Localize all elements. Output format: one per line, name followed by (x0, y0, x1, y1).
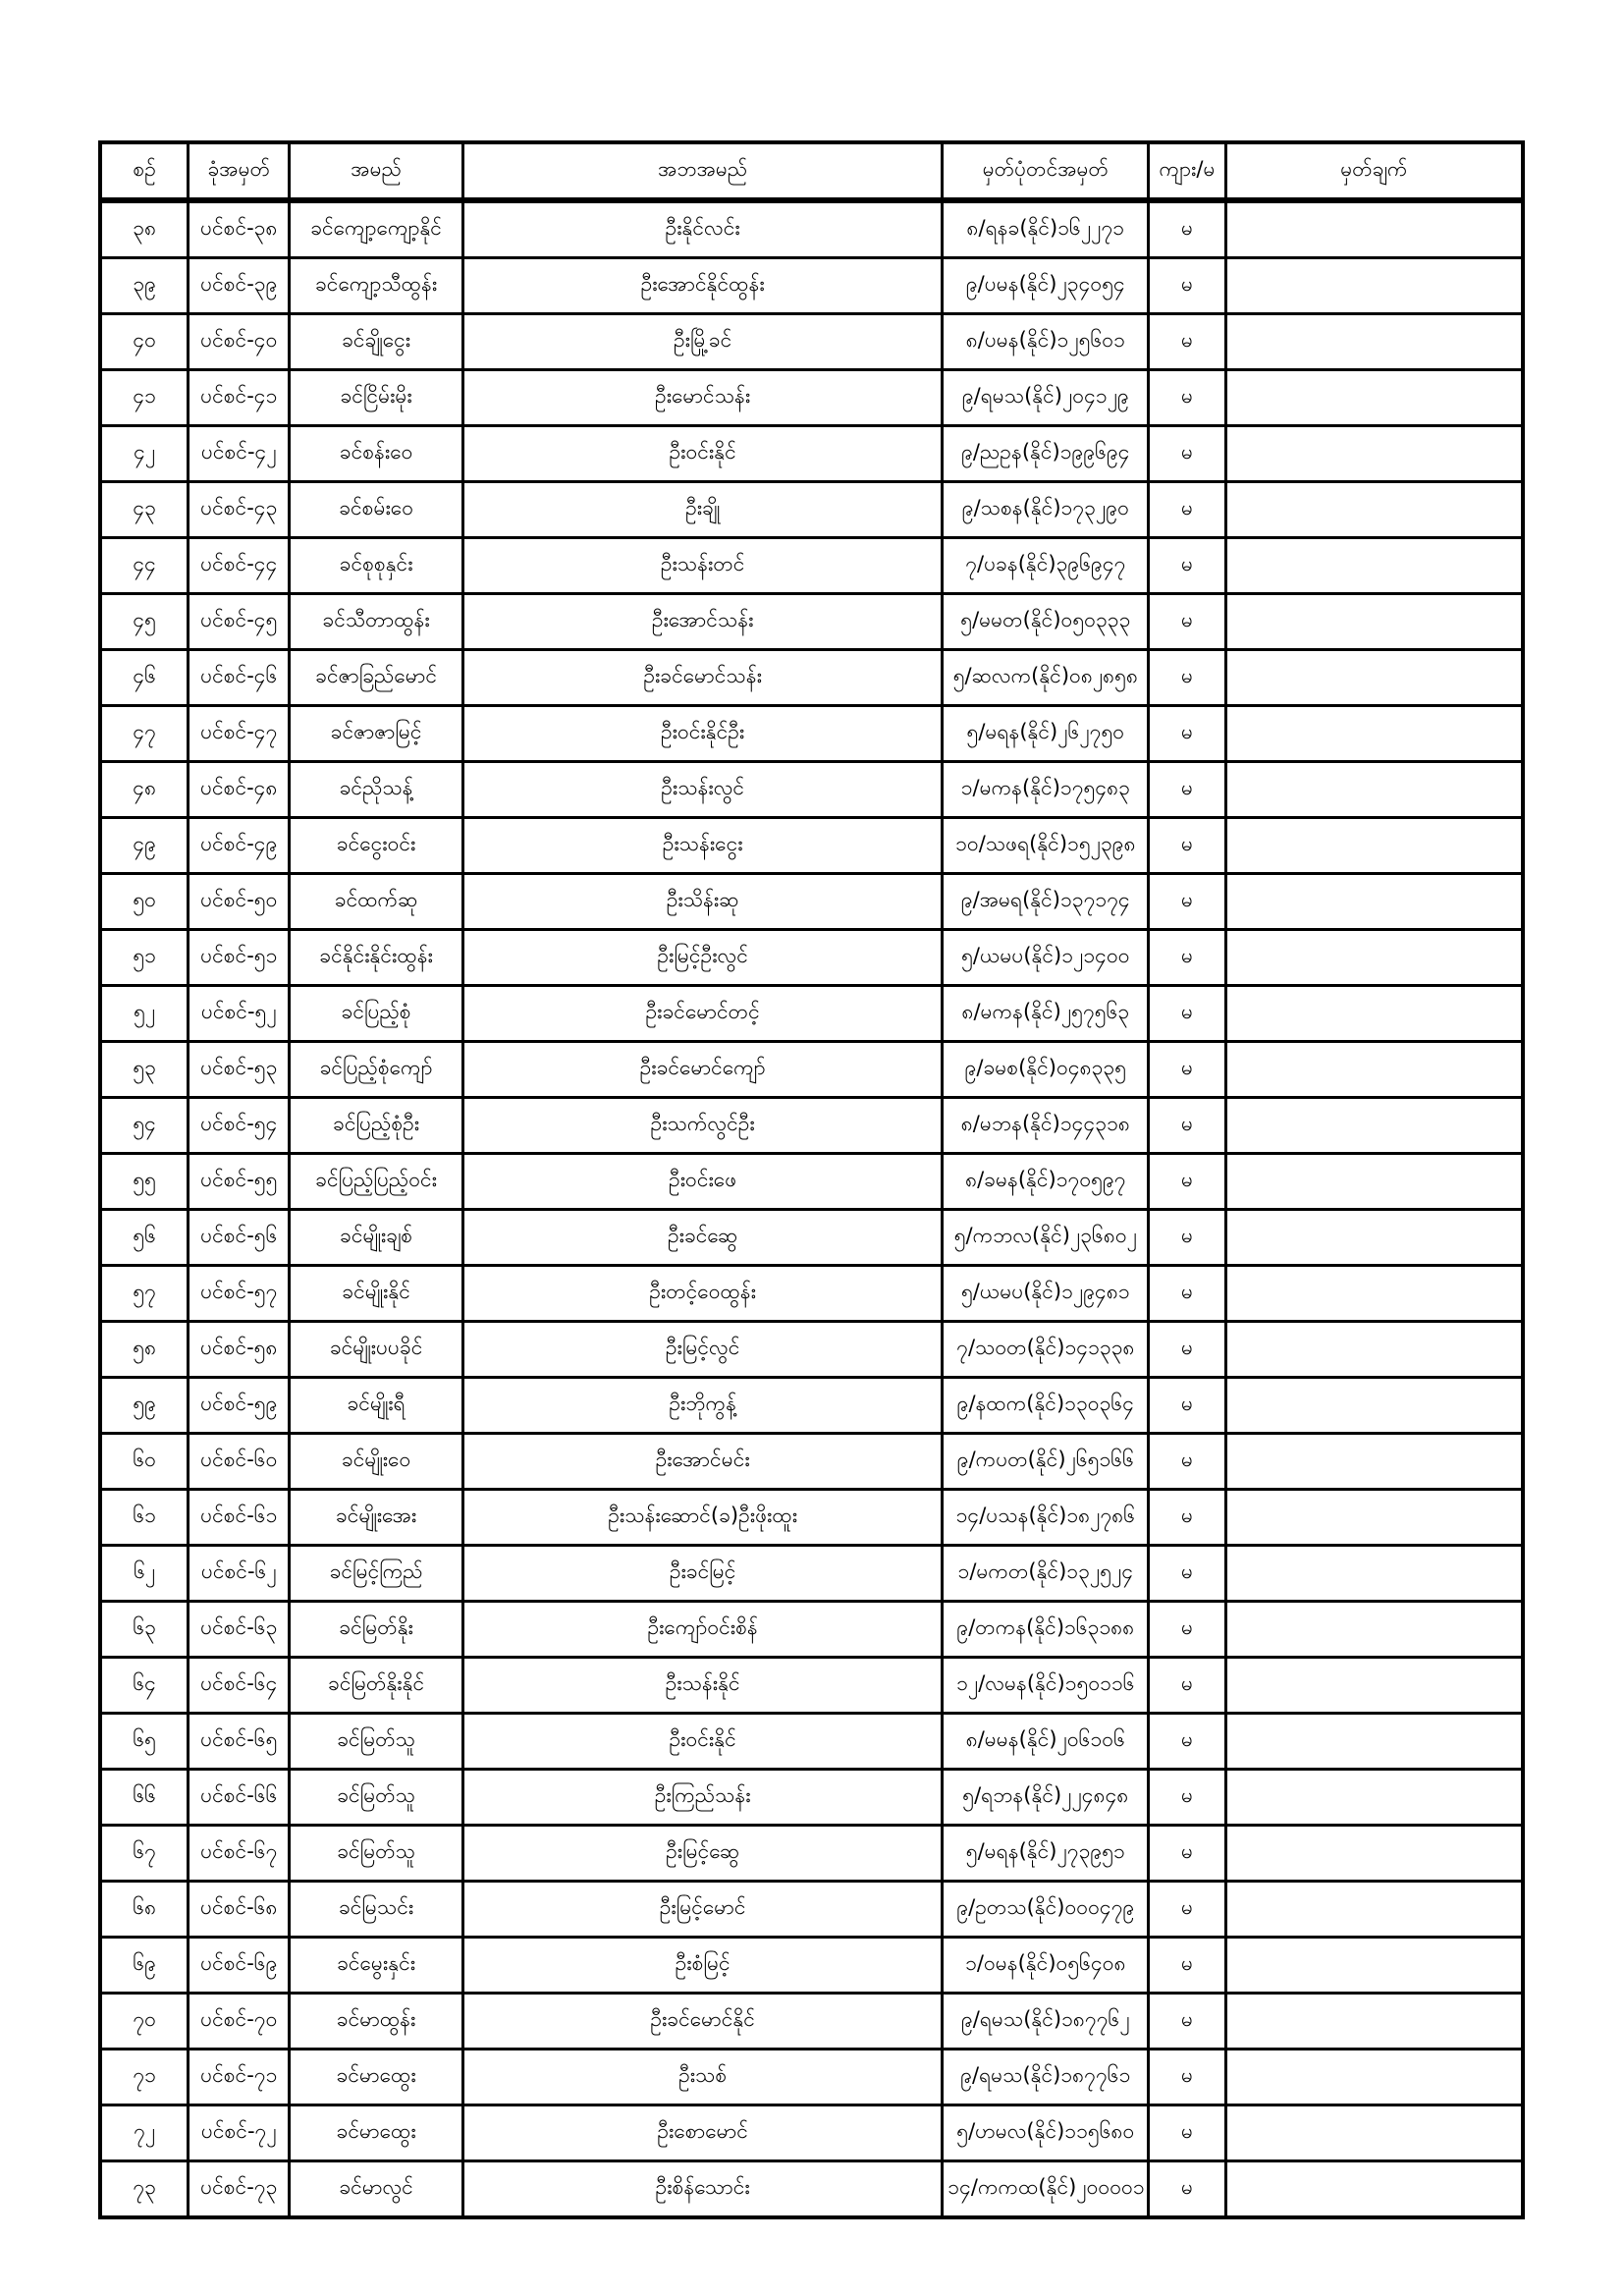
header-name: အမည် (290, 142, 463, 200)
cell-gender: မ (1149, 1994, 1225, 2050)
cell-nrc-number: ၈/ရနခ(နိုင်)၁၆၂၂၇၁ (943, 200, 1149, 258)
cell-remark (1225, 986, 1523, 1042)
cell-father-name: ဦးချို (462, 482, 942, 538)
cell-serial: ၆၂ (100, 1546, 189, 1602)
cell-father-name: ဦးသန်းငွေး (462, 818, 942, 874)
table-row (100, 818, 1523, 874)
cell-father-name: ဦးမောင်သန်း (462, 370, 942, 426)
cell-remark (1225, 1826, 1523, 1882)
cell-name: ခင်မာထွန်း (290, 1994, 463, 2050)
cell-serial: ၅၇ (100, 1266, 189, 1322)
cell-gender: မ (1149, 1658, 1225, 1714)
cell-gender: မ (1149, 1266, 1225, 1322)
cell-name: ခင်မြင့်ကြည် (290, 1546, 463, 1602)
cell-father-name: ဦးသန်းလွင် (462, 762, 942, 818)
table-body (100, 200, 1523, 2217)
cell-remark (1225, 1378, 1523, 1434)
cell-serial: ၄၆ (100, 650, 189, 706)
cell-roll-number: ပင်စင်-၄၄ (189, 538, 290, 594)
cell-roll-number: ပင်စင်-၇၁ (189, 2050, 290, 2105)
cell-nrc-number: ၅/ဟမလ(နိုင်)၁၁၅၆၈၀ (943, 2105, 1149, 2161)
cell-father-name: ဦးကြည်သန်း (462, 1770, 942, 1826)
cell-gender: မ (1149, 986, 1225, 1042)
cell-name: ခင်မာထွေး (290, 2105, 463, 2161)
table-row (100, 1658, 1523, 1714)
cell-gender: မ (1149, 930, 1225, 986)
cell-nrc-number: ၉/ဥတသ(နိုင်)၀၀၀၄၇၉ (943, 1882, 1149, 1938)
cell-father-name: ဦးဝင်းနိုင် (462, 1714, 942, 1770)
cell-nrc-number: ၉/အမရ(နိုင်)၁၃၇၁၇၄ (943, 874, 1149, 930)
header-serial: စဉ် (100, 142, 189, 200)
cell-father-name: ဦးအောင်သန်း (462, 594, 942, 650)
cell-roll-number: ပင်စင်-၆၉ (189, 1938, 290, 1994)
header-gender: ကျား/မ (1149, 142, 1225, 200)
cell-remark (1225, 1882, 1523, 1938)
cell-nrc-number: ၉/ပမန(နိုင်)၂၃၄၀၅၄ (943, 258, 1149, 314)
cell-father-name: ဦးသိန်းဆု (462, 874, 942, 930)
cell-remark (1225, 1770, 1523, 1826)
table-row (100, 1826, 1523, 1882)
cell-gender: မ (1149, 1154, 1225, 1210)
cell-remark (1225, 1042, 1523, 1098)
table-row (100, 1098, 1523, 1154)
cell-father-name: ဦးမြို့ခင် (462, 314, 942, 370)
cell-gender: မ (1149, 1546, 1225, 1602)
cell-gender: မ (1149, 258, 1225, 314)
cell-remark (1225, 1714, 1523, 1770)
table-row (100, 482, 1523, 538)
cell-serial: ၄၁ (100, 370, 189, 426)
cell-remark (1225, 762, 1523, 818)
cell-roll-number: ပင်စင်-၄၅ (189, 594, 290, 650)
cell-name: ခင်သီတာထွန်း (290, 594, 463, 650)
cell-roll-number: ပင်စင်-၅၀ (189, 874, 290, 930)
cell-remark (1225, 258, 1523, 314)
cell-name: ခင်ဇာခြည်မောင် (290, 650, 463, 706)
cell-remark (1225, 874, 1523, 930)
cell-gender: မ (1149, 1938, 1225, 1994)
cell-name: ခင်ပြည့်ပြည့်ဝင်း (290, 1154, 463, 1210)
cell-nrc-number: ၇/သဝတ(နိုင်)၁၄၁၃၃၈ (943, 1322, 1149, 1378)
cell-nrc-number: ၁/ဝမန(နိုင်)၀၅၆၄၀၈ (943, 1938, 1149, 1994)
cell-father-name: ဦးခင်မောင်ကျော် (462, 1042, 942, 1098)
cell-gender: မ (1149, 1714, 1225, 1770)
cell-roll-number: ပင်စင်-၄၈ (189, 762, 290, 818)
cell-serial: ၄၈ (100, 762, 189, 818)
cell-roll-number: ပင်စင်-၃၈ (189, 200, 290, 258)
cell-serial: ၄၇ (100, 706, 189, 762)
table-row (100, 930, 1523, 986)
table-row (100, 1154, 1523, 1210)
cell-name: ခင်မျိုးပပခိုင် (290, 1322, 463, 1378)
cell-serial: ၅၃ (100, 1042, 189, 1098)
cell-gender: မ (1149, 1602, 1225, 1658)
cell-father-name: ဦးစောမောင် (462, 2105, 942, 2161)
cell-father-name: ဦးသန်းဆောင်(ခ)ဦးဖိုးထူး (462, 1490, 942, 1546)
cell-roll-number: ပင်စင်-၄၆ (189, 650, 290, 706)
cell-father-name: ဦးသန်းတင် (462, 538, 942, 594)
table-row (100, 1938, 1523, 1994)
cell-remark (1225, 1434, 1523, 1490)
cell-gender: မ (1149, 1826, 1225, 1882)
cell-father-name: ဦးအောင်နိုင်ထွန်း (462, 258, 942, 314)
cell-gender: မ (1149, 1434, 1225, 1490)
cell-gender: မ (1149, 2050, 1225, 2105)
table-row (100, 1266, 1523, 1322)
cell-serial: ၅၆ (100, 1210, 189, 1266)
cell-serial: ၅၅ (100, 1154, 189, 1210)
cell-name: ခင်မြတ်သူ (290, 1826, 463, 1882)
table-row (100, 1042, 1523, 1098)
cell-gender: မ (1149, 314, 1225, 370)
cell-father-name: ဦးတင့်ဝေထွန်း (462, 1266, 942, 1322)
cell-remark (1225, 1210, 1523, 1266)
cell-gender: မ (1149, 1882, 1225, 1938)
table-row (100, 2050, 1523, 2105)
cell-remark (1225, 1602, 1523, 1658)
cell-nrc-number: ၉/ရမသ(နိုင်)၁၈၇၇၆၁ (943, 2050, 1149, 2105)
cell-remark (1225, 2050, 1523, 2105)
cell-name: ခင်ပြည့်စုံဦး (290, 1098, 463, 1154)
cell-gender: မ (1149, 650, 1225, 706)
cell-nrc-number: ၈/မကန(နိုင်)၂၅၇၅၆၃ (943, 986, 1149, 1042)
cell-father-name: ဦးမြင့်မောင် (462, 1882, 942, 1938)
cell-roll-number: ပင်စင်-၆၇ (189, 1826, 290, 1882)
cell-name: ခင်မာထွေး (290, 2050, 463, 2105)
cell-roll-number: ပင်စင်-၄၃ (189, 482, 290, 538)
cell-remark (1225, 818, 1523, 874)
table-row (100, 2105, 1523, 2161)
cell-name: ခင်ငြိမ်းမိုး (290, 370, 463, 426)
cell-name: ခင်ငွေးဝင်း (290, 818, 463, 874)
cell-name: ခင်မျိုးအေး (290, 1490, 463, 1546)
cell-nrc-number: ၅/ကဘလ(နိုင်)၂၃၆၈၀၂ (943, 1210, 1149, 1266)
cell-serial: ၆၆ (100, 1770, 189, 1826)
cell-roll-number: ပင်စင်-၅၂ (189, 986, 290, 1042)
cell-nrc-number: ၇/ပခန(နိုင်)၃၉၆၉၄၇ (943, 538, 1149, 594)
cell-name: ခင်မြသင်း (290, 1882, 463, 1938)
cell-gender: မ (1149, 1322, 1225, 1378)
table-row (100, 874, 1523, 930)
cell-nrc-number: ၅/မမတ(နိုင်)၀၅၀၃၃၃ (943, 594, 1149, 650)
cell-nrc-number: ၈/ခမန(နိုင်)၁၇၀၅၉၇ (943, 1154, 1149, 1210)
cell-father-name: ဦးခင်မြင့် (462, 1546, 942, 1602)
cell-father-name: ဦးမြင့်လွင် (462, 1322, 942, 1378)
cell-name: ခင်မြတ်နိုး (290, 1602, 463, 1658)
cell-remark (1225, 706, 1523, 762)
header-father-name: အဘအမည် (462, 142, 942, 200)
cell-father-name: ဦးဝင်းနိုင် (462, 426, 942, 482)
table-row (100, 1770, 1523, 1826)
cell-remark (1225, 1658, 1523, 1714)
cell-father-name: ဦးနိုင်လင်း (462, 200, 942, 258)
cell-roll-number: ပင်စင်-၆၈ (189, 1882, 290, 1938)
cell-serial: ၅၈ (100, 1322, 189, 1378)
cell-name: ခင်မျိုးချစ် (290, 1210, 463, 1266)
cell-gender: မ (1149, 594, 1225, 650)
table-row (100, 706, 1523, 762)
table-row (100, 1210, 1523, 1266)
cell-name: ခင်မာလွင် (290, 2161, 463, 2218)
cell-nrc-number: ၁၄/ကကထ(နိုင်)၂၀၀၀၀၁ (943, 2161, 1149, 2218)
cell-father-name: ဦးသစ် (462, 2050, 942, 2105)
cell-gender: မ (1149, 2161, 1225, 2218)
cell-gender: မ (1149, 1098, 1225, 1154)
cell-father-name: ဦးစံမြင့် (462, 1938, 942, 1994)
cell-serial: ၇၂ (100, 2105, 189, 2161)
cell-father-name: ဦးစိန်သောင်း (462, 2161, 942, 2218)
cell-roll-number: ပင်စင်-၆၅ (189, 1714, 290, 1770)
cell-name: ခင်မြတ်နိုးနိုင် (290, 1658, 463, 1714)
cell-roll-number: ပင်စင်-၅၇ (189, 1266, 290, 1322)
cell-nrc-number: ၉/သစန(နိုင်)၁၇၃၂၉၀ (943, 482, 1149, 538)
table-row (100, 650, 1523, 706)
cell-father-name: ဦးခင်မောင်သန်း (462, 650, 942, 706)
cell-remark (1225, 1938, 1523, 1994)
table-row (100, 1322, 1523, 1378)
cell-serial: ၆၁ (100, 1490, 189, 1546)
pension-roster-table (98, 140, 1525, 2219)
table-row (100, 258, 1523, 314)
cell-serial: ၅၉ (100, 1378, 189, 1434)
table-row (100, 1602, 1523, 1658)
cell-name: ခင်ချိုငွေး (290, 314, 463, 370)
cell-name: ခင်ညိုသန့် (290, 762, 463, 818)
cell-name: ခင်စုစုနှင်း (290, 538, 463, 594)
table-row (100, 1714, 1523, 1770)
cell-roll-number: ပင်စင်-၇၀ (189, 1994, 290, 2050)
cell-roll-number: ပင်စင်-၅၅ (189, 1154, 290, 1210)
cell-serial: ၄၅ (100, 594, 189, 650)
cell-nrc-number: ၅/ဆလက(နိုင်)၀၈၂၈၅၈ (943, 650, 1149, 706)
cell-remark (1225, 1098, 1523, 1154)
cell-roll-number: ပင်စင်-၅၉ (189, 1378, 290, 1434)
cell-roll-number: ပင်စင်-၅၈ (189, 1322, 290, 1378)
cell-nrc-number: ၈/ပမန(နိုင်)၁၂၅၆၀၁ (943, 314, 1149, 370)
cell-remark (1225, 370, 1523, 426)
cell-nrc-number: ၅/မရန(နိုင်)၂၇၃၉၅၁ (943, 1826, 1149, 1882)
cell-serial: ၇၀ (100, 1994, 189, 2050)
cell-nrc-number: ၅/ယမပ(နိုင်)၁၂၁၄၀၀ (943, 930, 1149, 986)
cell-gender: မ (1149, 538, 1225, 594)
cell-serial: ၃၉ (100, 258, 189, 314)
cell-name: ခင်မျိုးရီ (290, 1378, 463, 1434)
table-row (100, 200, 1523, 258)
cell-nrc-number: ၅/ရဘန(နိုင်)၂၂၄၈၄၈ (943, 1770, 1149, 1826)
cell-nrc-number: ၉/ခမစ(နိုင်)၀၄၈၃၃၅ (943, 1042, 1149, 1098)
cell-remark (1225, 594, 1523, 650)
cell-remark (1225, 426, 1523, 482)
cell-nrc-number: ၈/မမန(နိုင်)၂၀၆၁၀၆ (943, 1714, 1149, 1770)
table-row (100, 1994, 1523, 2050)
cell-serial: ၅၀ (100, 874, 189, 930)
cell-serial: ၄၉ (100, 818, 189, 874)
cell-remark (1225, 314, 1523, 370)
cell-gender: မ (1149, 426, 1225, 482)
cell-serial: ၆၅ (100, 1714, 189, 1770)
cell-remark (1225, 538, 1523, 594)
cell-nrc-number: ၁/မကတ(နိုင်)၁၃၂၅၂၄ (943, 1546, 1149, 1602)
table-row (100, 1490, 1523, 1546)
cell-father-name: ဦးအောင်မင်း (462, 1434, 942, 1490)
header-remark: မှတ်ချက် (1225, 142, 1523, 200)
cell-roll-number: ပင်စင်-၆၄ (189, 1658, 290, 1714)
cell-serial: ၄၃ (100, 482, 189, 538)
cell-father-name: ဦးဝင်းနိုင်ဦး (462, 706, 942, 762)
cell-name: ခင်စန်းဝေ (290, 426, 463, 482)
cell-nrc-number: ၉/တကန(နိုင်)၁၆၃၁၈၈ (943, 1602, 1149, 1658)
cell-father-name: ဦးကျော်ဝင်းစိန် (462, 1602, 942, 1658)
cell-roll-number: ပင်စင်-၄၉ (189, 818, 290, 874)
cell-roll-number: ပင်စင်-၅၄ (189, 1098, 290, 1154)
cell-serial: ၅၁ (100, 930, 189, 986)
header-roll-number: ခုံအမှတ် (189, 142, 290, 200)
cell-name: ခင်ကျော့ကျော့နိုင် (290, 200, 463, 258)
cell-serial: ၆၇ (100, 1826, 189, 1882)
cell-nrc-number: ၁၂/လမန(နိုင်)၁၅၀၁၁၆ (943, 1658, 1149, 1714)
cell-roll-number: ပင်စင်-၄၁ (189, 370, 290, 426)
cell-roll-number: ပင်စင်-၆၃ (189, 1602, 290, 1658)
cell-serial: ၆၄ (100, 1658, 189, 1714)
cell-nrc-number: ၉/ရမသ(နိုင်)၁၈၇၇၆၂ (943, 1994, 1149, 2050)
cell-name: ခင်ထက်ဆု (290, 874, 463, 930)
cell-remark (1225, 1994, 1523, 2050)
cell-gender: မ (1149, 818, 1225, 874)
cell-serial: ၃၈ (100, 200, 189, 258)
cell-serial: ၅၂ (100, 986, 189, 1042)
cell-name: ခင်ပြည့်စုံကျော် (290, 1042, 463, 1098)
cell-remark (1225, 1322, 1523, 1378)
cell-gender: မ (1149, 1210, 1225, 1266)
cell-gender: မ (1149, 1490, 1225, 1546)
cell-gender: မ (1149, 1042, 1225, 1098)
table-row (100, 1882, 1523, 1938)
cell-roll-number: ပင်စင်-၆၆ (189, 1770, 290, 1826)
cell-name: ခင်ပြည့်စုံ (290, 986, 463, 1042)
cell-roll-number: ပင်စင်-၅၃ (189, 1042, 290, 1098)
cell-roll-number: ပင်စင်-၄၇ (189, 706, 290, 762)
cell-roll-number: ပင်စင်-၄၀ (189, 314, 290, 370)
cell-roll-number: ပင်စင်-၆၀ (189, 1434, 290, 1490)
cell-father-name: ဦးခင်မောင်နိုင် (462, 1994, 942, 2050)
table-row (100, 538, 1523, 594)
cell-remark (1225, 1546, 1523, 1602)
table-row (100, 1546, 1523, 1602)
cell-nrc-number: ၁/မကန(နိုင်)၁၇၅၄၈၃ (943, 762, 1149, 818)
cell-remark (1225, 1490, 1523, 1546)
cell-nrc-number: ၁၀/သဖရ(နိုင်)၁၅၂၃၉၈ (943, 818, 1149, 874)
cell-serial: ၆၃ (100, 1602, 189, 1658)
cell-remark (1225, 1266, 1523, 1322)
table-header-row (100, 142, 1523, 200)
cell-remark (1225, 1154, 1523, 1210)
cell-name: ခင်နိုင်းနိုင်းထွန်း (290, 930, 463, 986)
cell-serial: ၆၈ (100, 1882, 189, 1938)
cell-remark (1225, 482, 1523, 538)
table-row (100, 1434, 1523, 1490)
cell-roll-number: ပင်စင်-၇၂ (189, 2105, 290, 2161)
cell-gender: မ (1149, 200, 1225, 258)
cell-father-name: ဦးမြင့်ဦးလွင် (462, 930, 942, 986)
cell-name: ခင်စမ်းဝေ (290, 482, 463, 538)
cell-serial: ၅၄ (100, 1098, 189, 1154)
cell-remark (1225, 200, 1523, 258)
table-row (100, 426, 1523, 482)
cell-gender: မ (1149, 874, 1225, 930)
header-nrc-number: မှတ်ပုံတင်အမှတ် (943, 142, 1149, 200)
cell-gender: မ (1149, 762, 1225, 818)
cell-remark (1225, 2161, 1523, 2218)
cell-remark (1225, 650, 1523, 706)
cell-roll-number: ပင်စင်-၇၃ (189, 2161, 290, 2218)
cell-father-name: ဦးမြင့်ဆွေ (462, 1826, 942, 1882)
table-row (100, 314, 1523, 370)
cell-father-name: ဦးခင်မောင်တင့် (462, 986, 942, 1042)
cell-serial: ၄၂ (100, 426, 189, 482)
cell-nrc-number: ၅/ယမပ(နိုင်)၁၂၉၄၈၁ (943, 1266, 1149, 1322)
table-row (100, 370, 1523, 426)
cell-gender: မ (1149, 706, 1225, 762)
cell-remark (1225, 2105, 1523, 2161)
cell-name: ခင်မွေးနှင်း (290, 1938, 463, 1994)
cell-gender: မ (1149, 370, 1225, 426)
cell-father-name: ဦးဘိုကွန့် (462, 1378, 942, 1434)
cell-serial: ၆၀ (100, 1434, 189, 1490)
cell-roll-number: ပင်စင်-၆၂ (189, 1546, 290, 1602)
cell-serial: ၄၄ (100, 538, 189, 594)
cell-serial: ၄၀ (100, 314, 189, 370)
cell-roll-number: ပင်စင်-၄၂ (189, 426, 290, 482)
cell-gender: မ (1149, 2105, 1225, 2161)
cell-nrc-number: ၅/မရန(နိုင်)၂၆၂၇၅၀ (943, 706, 1149, 762)
table-row (100, 594, 1523, 650)
cell-name: ခင်မျိုးဝေ (290, 1434, 463, 1490)
table-row (100, 762, 1523, 818)
cell-nrc-number: ၉/နထက(နိုင်)၁၃၀၃၆၄ (943, 1378, 1149, 1434)
cell-name: ခင်မြတ်သူ (290, 1770, 463, 1826)
cell-father-name: ဦးသက်လွင်ဦး (462, 1098, 942, 1154)
table-row (100, 986, 1523, 1042)
cell-nrc-number: ၁၄/ပသန(နိုင်)၁၈၂၇၈၆ (943, 1490, 1149, 1546)
table-row (100, 2161, 1523, 2218)
cell-nrc-number: ၉/ကပတ(နိုင်)၂၆၅၁၆၆ (943, 1434, 1149, 1490)
cell-roll-number: ပင်စင်-၃၉ (189, 258, 290, 314)
cell-nrc-number: ၈/မဘန(နိုင်)၁၄၄၃၁၈ (943, 1098, 1149, 1154)
table-row (100, 1378, 1523, 1434)
cell-gender: မ (1149, 1770, 1225, 1826)
cell-remark (1225, 930, 1523, 986)
cell-nrc-number: ၉/ရမသ(နိုင်)၂၀၄၁၂၉ (943, 370, 1149, 426)
cell-serial: ၇၃ (100, 2161, 189, 2218)
cell-gender: မ (1149, 482, 1225, 538)
cell-nrc-number: ၉/ညဥန(နိုင်)၁၉၉၆၉၄ (943, 426, 1149, 482)
cell-father-name: ဦးခင်ဆွေ (462, 1210, 942, 1266)
cell-roll-number: ပင်စင်-၅၆ (189, 1210, 290, 1266)
cell-serial: ၇၁ (100, 2050, 189, 2105)
cell-father-name: ဦးဝင်းဖေ (462, 1154, 942, 1210)
cell-name: ခင်မျိုးနိုင် (290, 1266, 463, 1322)
cell-roll-number: ပင်စင်-၅၁ (189, 930, 290, 986)
cell-serial: ၆၉ (100, 1938, 189, 1994)
document-page (98, 140, 1525, 2219)
cell-name: ခင်ဇာဇာမြင့် (290, 706, 463, 762)
cell-name: ခင်မြတ်သူ (290, 1714, 463, 1770)
cell-gender: မ (1149, 1378, 1225, 1434)
cell-name: ခင်ကျော့သီထွန်း (290, 258, 463, 314)
cell-roll-number: ပင်စင်-၆၁ (189, 1490, 290, 1546)
cell-father-name: ဦးသန်းနိုင် (462, 1658, 942, 1714)
